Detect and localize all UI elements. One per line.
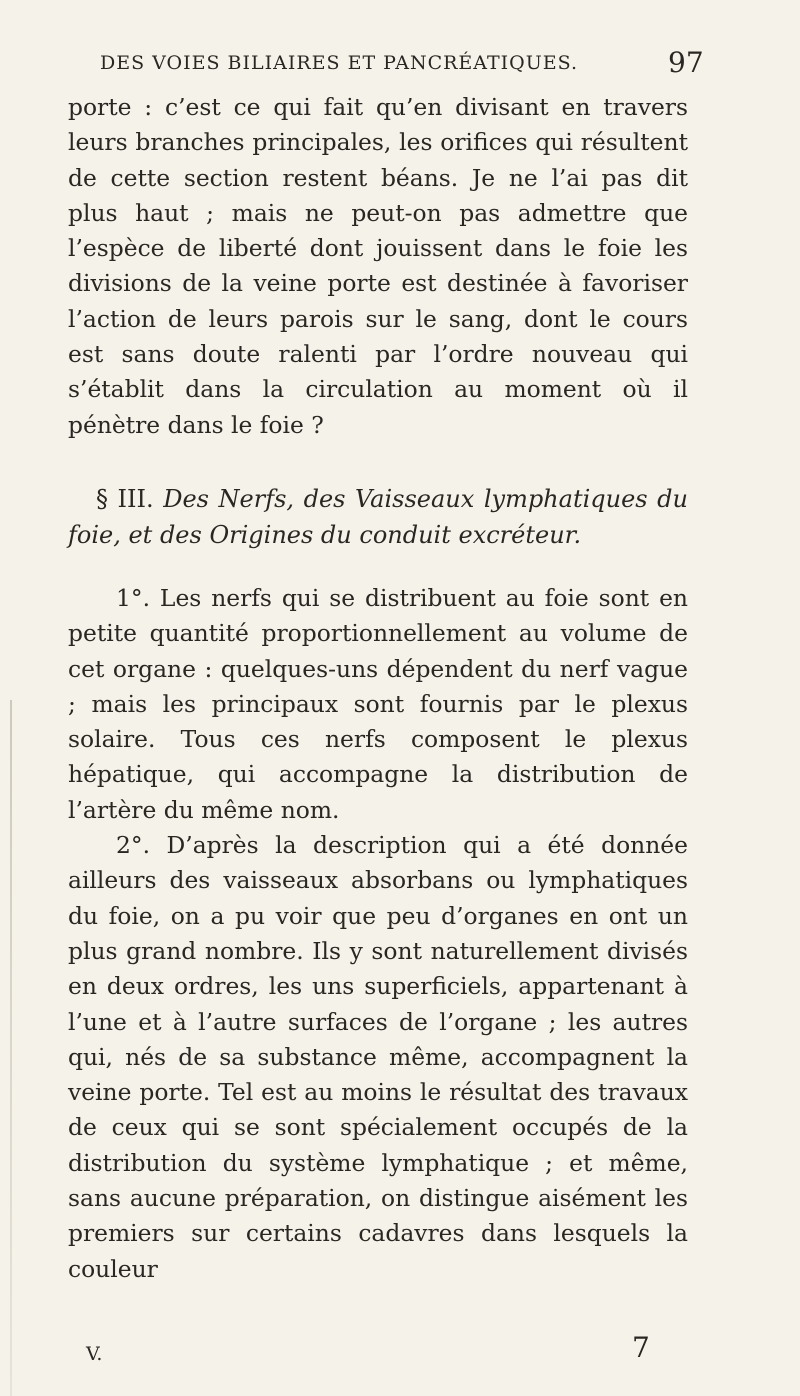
signature-mark: V. bbox=[86, 1343, 103, 1365]
paragraph-nerves: 1°. Les nerfs qui se distribuent au foie sont en petite quantité proportionnellement au volume de cet organe : quelques-uns dépendent du nerf vague ; mais les principaux sont fournis par le plexus solaire. Tous ces nerfs composent le plexus hépatique, qui accompagne la distribution de l’artère du même nom. bbox=[68, 583, 688, 824]
section-number: § III. bbox=[96, 484, 154, 513]
section-spacer bbox=[68, 443, 688, 481]
paragraph-lymphatics: 2°. D’après la description qui a été donnée ailleurs des vaisseaux absorbans ou lymphatiques du foie, on a pu voir que peu d’organes en ont un plus grand nombre. Ils y sont naturellement divisés en deux ordres, les uns superficiels, appartenant à l’une et à l’autre surfaces de l’organe ; les autres qui, nés de sa substance même, accompagnent la veine porte. Tel est au moins le résultat des travaux de ceux qui se sont spécialement occupés de la distribution du système lymphatique ; et même, sans aucune préparation, on distingue aisément les premiers sur certains cadavres dans lesquels la couleur bbox=[68, 831, 688, 1283]
section-heading bbox=[68, 481, 688, 553]
section-title: Des Nerfs, des Vaisseaux lymphatiques du foie, et des Origines du conduit excréteur. bbox=[68, 484, 688, 549]
gathering-number: 7 bbox=[632, 1331, 650, 1364]
page-number: 97 bbox=[668, 46, 704, 79]
heading-spacer bbox=[68, 553, 688, 581]
intro-paragraph: porte : c’est ce qui fait qu’en divisant en travers leurs branches principales, les orifices qui résultent de cette section restent béans. Je ne l’ai pas dit plus haut ; mais ne peut-on pas admettre que l’espèce de liberté dont jouissent dans le foie les divisions de la veine porte est destinée à favoriser l’action de leurs parois sur le sang, dont le cours est sans doute ralenti par l’ordre nouveau qui s’établit dans la circulation au moment où il pénètre dans le foie ? bbox=[68, 93, 688, 439]
binding-edge-shadow bbox=[10, 700, 12, 1396]
running-title: DES VOIES BILIAIRES ET PANCRÉATIQUES. bbox=[100, 52, 578, 74]
text-block bbox=[68, 90, 688, 1287]
